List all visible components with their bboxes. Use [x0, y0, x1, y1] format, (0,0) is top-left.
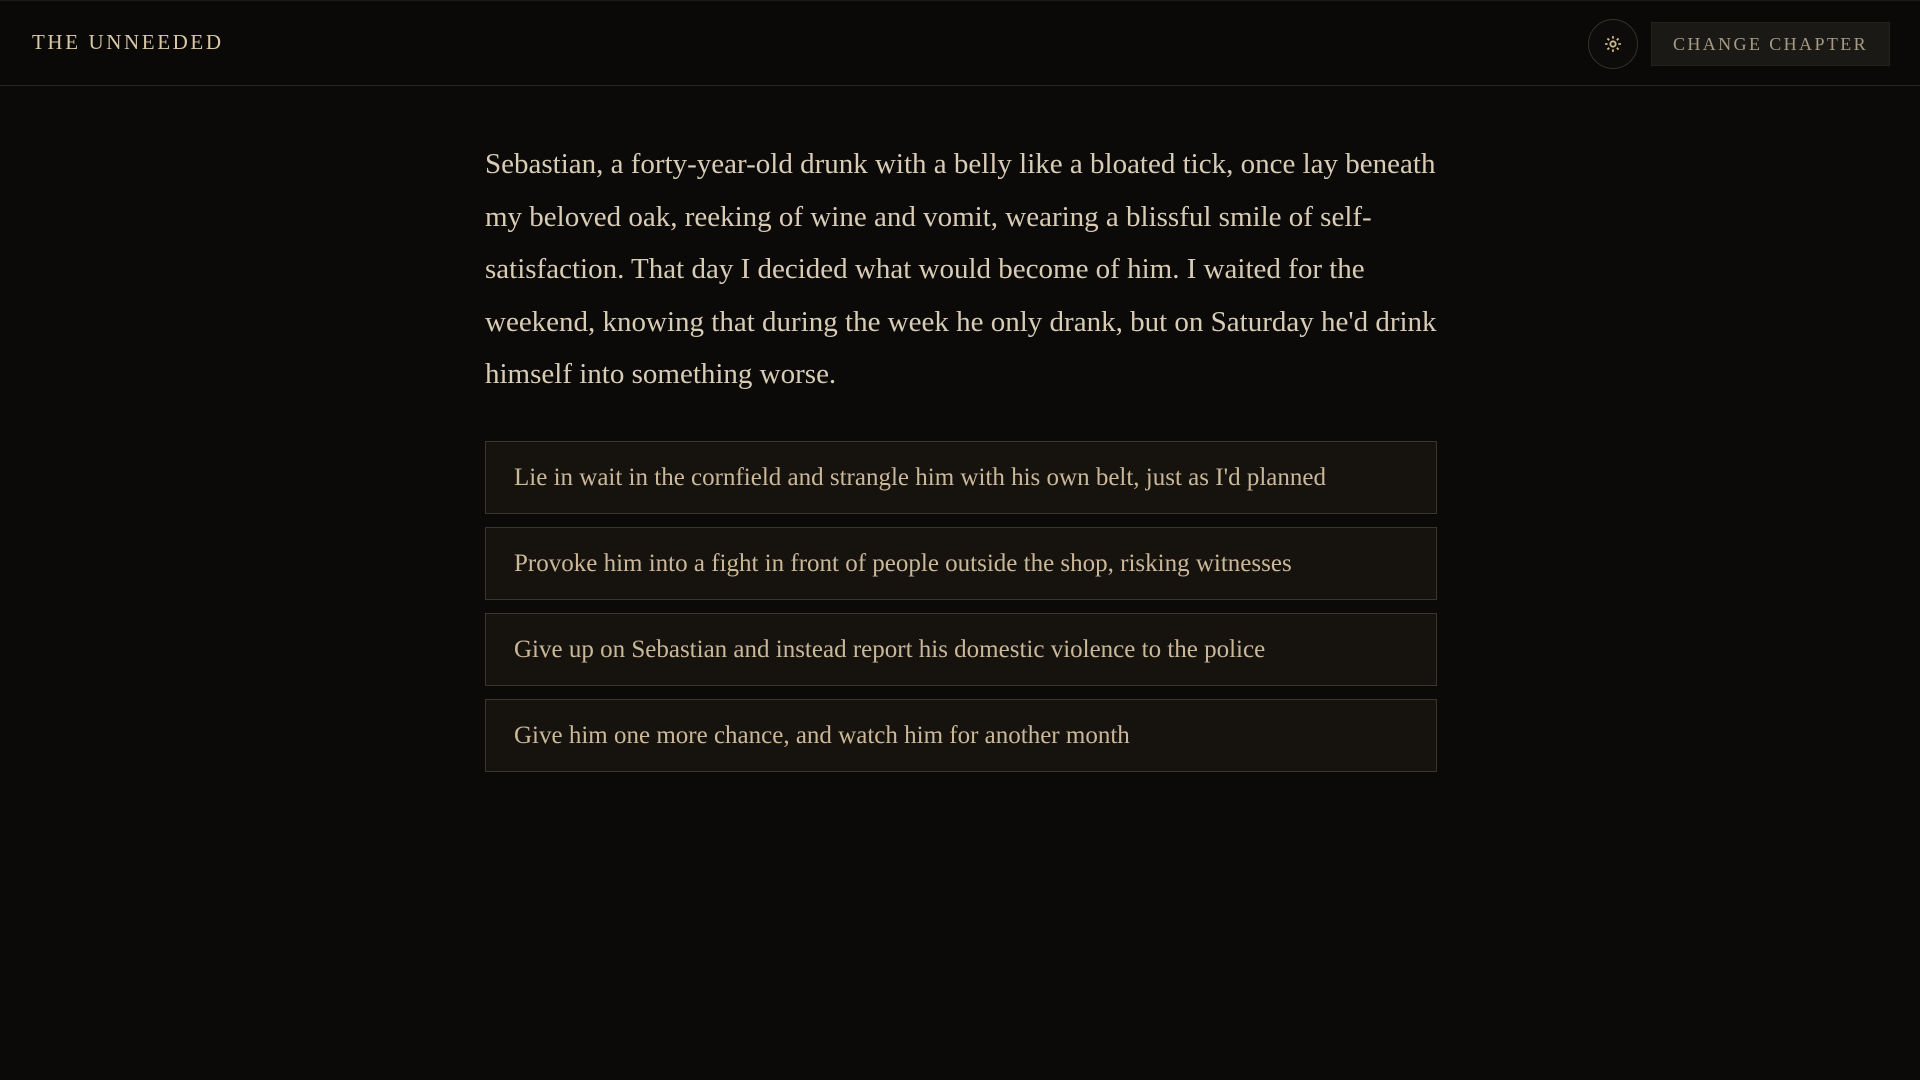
game-title: THE UNNEEDED [32, 30, 224, 54]
choice-button[interactable]: Give him one more chance, and watch him for another month [485, 699, 1437, 772]
story-text: Sebastian, a forty-year-old drunk with a belly like a bloated tick, once lay beneath my beloved oak, reeking of wine and vomit, wearing a blissful smile of self-satisfaction. That day I decided what would become of him. I waited for the weekend, knowing that during the week he only drank, but on Saturday he'd drink himself into something worse. [485, 148, 1437, 390]
choice-button[interactable]: Lie in wait in the cornfield and strangle him with his own belt, just as I'd planned [485, 441, 1437, 514]
top-bar [0, 0, 1920, 86]
choice-button[interactable]: Give up on Sebastian and instead report his domestic violence to the police [485, 613, 1437, 686]
choice-button[interactable]: Provoke him into a fight in front of people outside the shop, risking witnesses [485, 527, 1437, 600]
gear-icon [1603, 34, 1623, 54]
choice-list [485, 441, 1437, 785]
change-chapter-button[interactable]: CHANGE CHAPTER [1651, 22, 1890, 66]
settings-button[interactable] [1588, 19, 1638, 69]
